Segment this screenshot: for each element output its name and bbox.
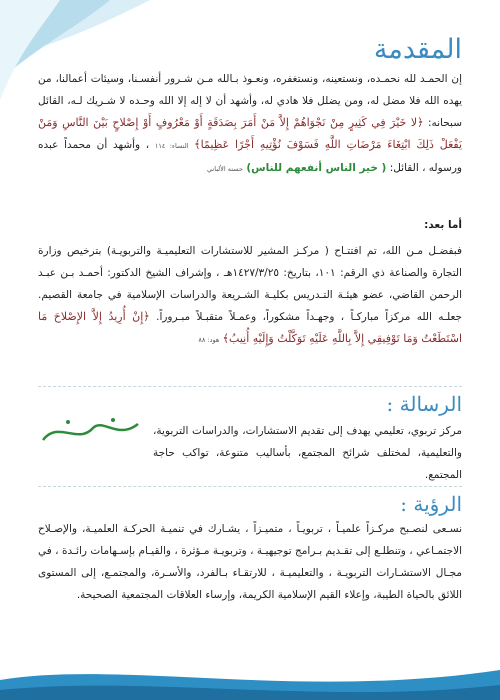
amma-text: فبفضـل مـن الله، تم افتتـاح ( مركـز المشير للاستشارات التعليميـة والتربويـة) بترخيص وزارة التجارة والصناعة ذي الرقم: ١٠١، بتاريخ: ١٤٢٧/٣/٢٥هـ ، وإشراف الشيخ الدكتور: أحمـد بـن عبـد الرحمن القاضي، عضو هيئـة التـدريس بكليـة الشـريعة والدراسات الإسلامية في جامعة القصيم. جعلـه الله مركزاً مباركـاً ، وجهـداً مشكوراً، وعمـلاً متقبـلاً مبـروراً.	[38, 245, 463, 323]
amma-label: أما بعد:	[424, 219, 462, 231]
vision-title: الرؤية :	[400, 492, 462, 516]
quran-verse-2: ﴿إِنْ أُرِيدُ إِلاَّ الإِصْلاحَ مَا اسْتَطَعْتُ وَمَا تَوْفِيقِي إِلاَّ بِاللَّهِ عَلَيْهِ تَوَكَّلْتُ وَإِلَيْهِ أُنِيبُ﴾	[38, 310, 462, 345]
mission-text: مركز تربوي، تعليمي يهدف إلى تقديم الاستشارات، والدراسات التربوية، والتعليمية، لمختلف شرائح المجتمع، بأساليب متنوعة، تواكب حاجة المجتمع.	[153, 425, 462, 481]
hadith-text: ( خير الناس أنفعهم للناس)	[246, 162, 387, 174]
intro-text: إن الحمـد لله نحمـده، ونستعينه، ونستغفره، ونعـوذ بـالله مـن شـرور أنفسـنا، وسيئات أعمالنا، من يهده الله فلا مضل له، ومن يضلل فلا هادي له، وأشهد أن لا إله إلا الله وحـده لا شـريك لـه، القائل سبحانه:	[38, 73, 462, 129]
page-title: المقدمة	[373, 34, 462, 65]
vision-text: نسـعى لنصـبح مركـزاً علميـاً ، تربويـاً ، متميـزاً ، يشـارك في تنميـة الحركـة العلميـة، والإصـلاح الاجتمـاعي ، وتنطلـع إلى تقـديم بـرامج توجيهيـة ، وتربويـة مـؤثرة ، والقيـام بإسـهامات رائـدة ، في مجـال الاستشـارات التربويـة ، والتعليميـة ، للارتقـاء بـالفرد، والأسـرة، والمجتمـع، إلى المستوى اللائق بالحياة الطيبة، وإعلاء القيم الإسلامية الكريمة، وإرساء العلاقات المجتمعية الصحيحة.	[38, 523, 462, 601]
mission-title: الرسالة :	[386, 392, 462, 416]
divider	[38, 486, 462, 488]
intro-text-2: ، وأشهد أن محمداً عبده ورسوله ، القائل:	[38, 139, 462, 174]
intro-paragraph	[38, 68, 462, 180]
quran-verse-1: ﴿لا خَيْرَ فِي كَثِيرٍ مِنْ نَجْوَاهُمْ إِلاَّ مَنْ أَمَرَ بِصَدَقَةٍ أَوْ مَعْرُوفٍ أَوْ إِصْلاحٍ بَيْنَ النَّاسِ وَمَنْ يَفْعَلْ ذَلِكَ ابْتِغَاءَ مَرْضَاتِ اللَّهِ فَسَوْفَ نُؤْتِيهِ أَجْرًا عَظِيمًا﴾	[38, 116, 462, 151]
hadith-ref: حسنه الألباني	[207, 165, 243, 173]
divider	[38, 386, 462, 388]
quran-ref-2: هود: ٨٨	[198, 336, 220, 344]
quran-ref-1: النساء: ١١٤	[154, 142, 189, 150]
bottom-wave-decoration	[0, 660, 500, 700]
amma-paragraph	[38, 240, 462, 351]
